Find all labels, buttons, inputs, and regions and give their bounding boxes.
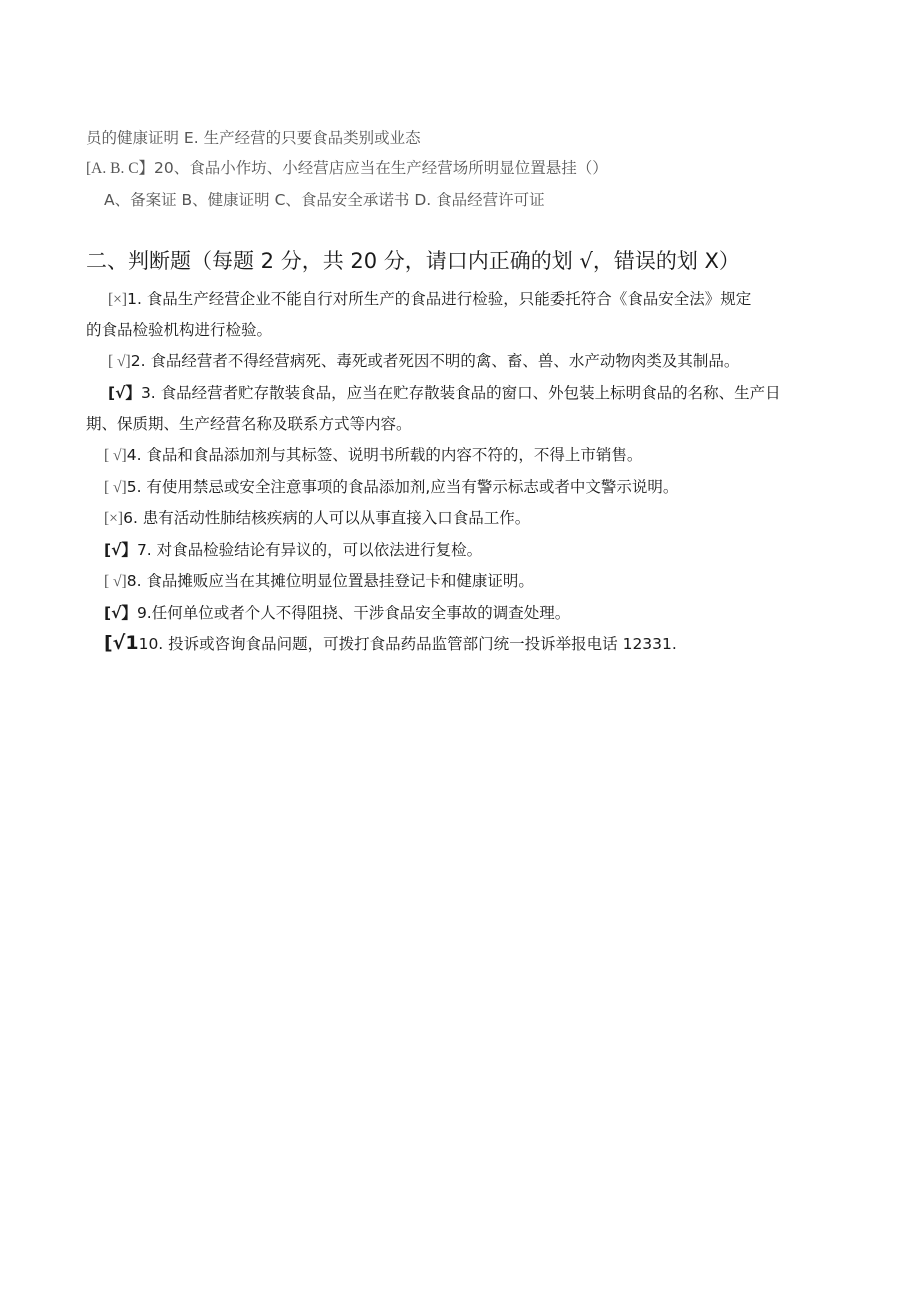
judgment-text-2: 2. 食品经营者不得经营病死、毒死或者死因不明的禽、畜、兽、水产动物肉类及其制品。 (130, 352, 740, 370)
judgment-item-9 (104, 603, 570, 623)
judgment-mark-9: [√】 (104, 604, 137, 622)
judgment-mark-7: [√】 (104, 541, 137, 559)
question-20-answer: [A. B. C】 (86, 160, 155, 177)
judgment-text-9: 9.任何单位或者个人不得阻挠、干涉食品安全事故的调查处理。 (136, 604, 571, 622)
judgment-mark-6: [×] (104, 510, 124, 527)
judgment-mark-2: [ √] (108, 353, 131, 370)
judgment-text-3-cont: 期、保质期、生产经营名称及联系方式等内容。 (86, 415, 412, 433)
judgment-mark-5: [ √] (104, 479, 127, 496)
question-20-text: 20、食品小作坊、小经营店应当在生产经营场所明显位置悬挂（） (154, 159, 608, 177)
judgment-item-2 (108, 351, 739, 372)
judgment-item-5 (104, 477, 678, 498)
judgment-text-4: 4. 食品和食品添加剂与其标签、说明书所载的内容不符的，不得上市销售。 (126, 446, 643, 464)
judgment-item-6 (104, 508, 530, 529)
judgment-item-10 (104, 633, 677, 654)
judgment-item-1 (108, 289, 751, 310)
section-2-title: 二、判断题（每题 2 分，共 20 分，请口内正确的划 √，错误的划 X） (86, 249, 740, 273)
judgment-item-7 (104, 540, 482, 560)
judgment-text-1-cont: 的食品检验机构进行检验。 (86, 321, 273, 339)
question-20-options: A、备案证 B、健康证明 C、食品安全承诺书 D. 食品经营许可证 (104, 191, 545, 209)
judgment-text-7: 7. 对食品检验结论有异议的，可以依法进行复检。 (136, 541, 483, 559)
judgment-item-8 (104, 571, 534, 592)
judgment-item-4 (104, 445, 642, 466)
judgment-mark-10: [√1 (104, 632, 139, 654)
judgment-mark-8: [ √] (104, 573, 127, 590)
prev-question-options-tail: 员的健康证明 E. 生产经营的只要食品类别或业态 (86, 129, 421, 147)
judgment-text-5: 5. 有使用禁忌或安全注意事项的食品添加剂,应当有警示标志或者中文警示说明。 (126, 478, 679, 496)
judgment-mark-3: [√】 (108, 384, 141, 402)
judgment-text-3: 3. 食品经营者贮存散装食品，应当在贮存散装食品的窗口、外包装上标明食品的名称、生产日 (140, 384, 781, 402)
judgment-mark-1: [×] (108, 291, 128, 308)
judgment-text-1: 1. 食品生产经营企业不能自行对所生产的食品进行检验，只能委托符合《食品安全法》规定 (127, 290, 752, 308)
judgment-text-10: 10. 投诉或咨询食品问题，可拨打食品药品监管部门统一投诉举报电话 12331. (138, 635, 677, 653)
question-20 (86, 158, 608, 179)
judgment-text-8: 8. 食品摊贩应当在其摊位明显位置悬挂登记卡和健康证明。 (126, 572, 534, 590)
judgment-item-3 (108, 383, 781, 403)
judgment-mark-4: [ √] (104, 447, 127, 464)
judgment-text-6: 6. 患有活动性肺结核疾病的人可以从事直接入口食品工作。 (123, 509, 531, 527)
